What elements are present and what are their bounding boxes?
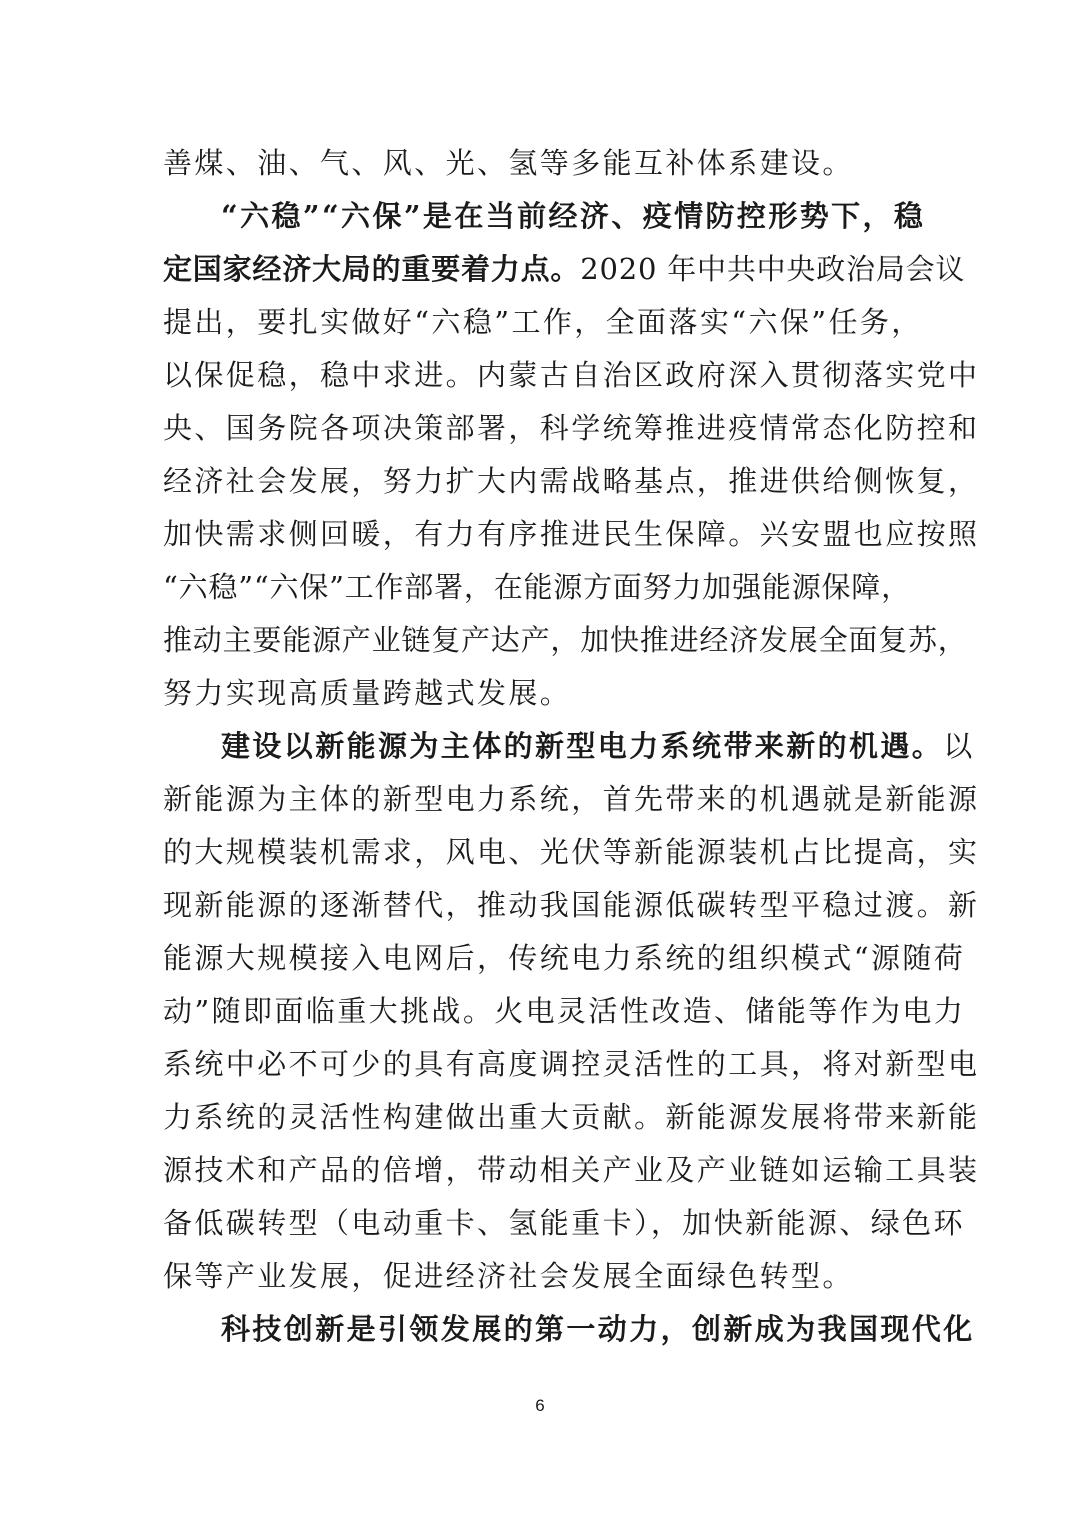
text-line: 备低碳转型（电动重卡、氢能重卡），加快新能源、绿色环	[163, 1206, 965, 1240]
text-line: 以保促稳，稳中求进。内蒙古自治区政府深入贯彻落实党中	[163, 358, 980, 392]
text-line: 善煤、油、气、风、光、氢等多能互补体系建设。	[163, 146, 854, 180]
text-line: 源技术和产品的倍增，带动相关产业及产业链如运输工具装	[163, 1153, 980, 1187]
text-line: 加快需求侧回暖，有力有序推进民生保障。兴安盟也应按照	[163, 517, 980, 551]
heading-line: 科技创新是引领发展的第一动力，创新成为我国现代化	[221, 1312, 975, 1346]
text-line: “六稳”“六保”工作部署，在能源方面努力加强能源保障，	[163, 570, 911, 604]
text-line: 力系统的灵活性构建做出重大贡献。新能源发展将带来新能	[163, 1100, 980, 1134]
heading-line: “六稳”“六保”是在当前经济、疫情防控形势下，稳	[221, 199, 926, 233]
text-line: 经济社会发展，努力扩大内需战略基点，推进供给侧恢复，	[163, 464, 980, 498]
bold-heading-text: 建设以新能源为主体的新型电力系统带来新的机遇。	[221, 729, 944, 763]
text-line: 动”随即面临重大挑战。火电灵活性改造、储能等作为电力	[163, 994, 966, 1028]
text-line: 建设以新能源为主体的新型电力系统带来新的机遇。以	[221, 729, 975, 763]
text-line: 系统中必不可少的具有高度调控灵活性的工具，将对新型电	[163, 1047, 980, 1081]
bold-heading-text: 定国家经济大局的重要着力点。	[163, 252, 581, 286]
text-line: 努力实现高质量跨越式发展。	[163, 676, 572, 710]
text-line: 的大规模装机需求，风电、光伏等新能源装机占比提高，实	[163, 835, 980, 869]
text-line: 央、国务院各项决策部署，科学统筹推进疫情常态化防控和	[163, 411, 980, 445]
text-line: 提出，要扎实做好“六稳”工作，全面落实“六保”任务，	[163, 305, 923, 339]
text-line: 推动主要能源产业链复产达产，加快推进经济发展全面复苏，	[163, 623, 968, 657]
text-line: 现新能源的逐渐替代，推动我国能源低碳转型平稳过渡。新	[163, 888, 980, 922]
page-number: 6	[535, 1396, 545, 1415]
text-line: 定国家经济大局的重要着力点。2020 年中共中央政治局会议	[163, 252, 966, 286]
text-line: 保等产业发展，促进经济社会发展全面绿色转型。	[163, 1259, 854, 1293]
text-line: 新能源为主体的新型电力系统，首先带来的机遇就是新能源	[163, 782, 980, 816]
text-line: 能源大规模接入电网后，传统电力系统的组织模式“源随荷	[163, 941, 966, 975]
